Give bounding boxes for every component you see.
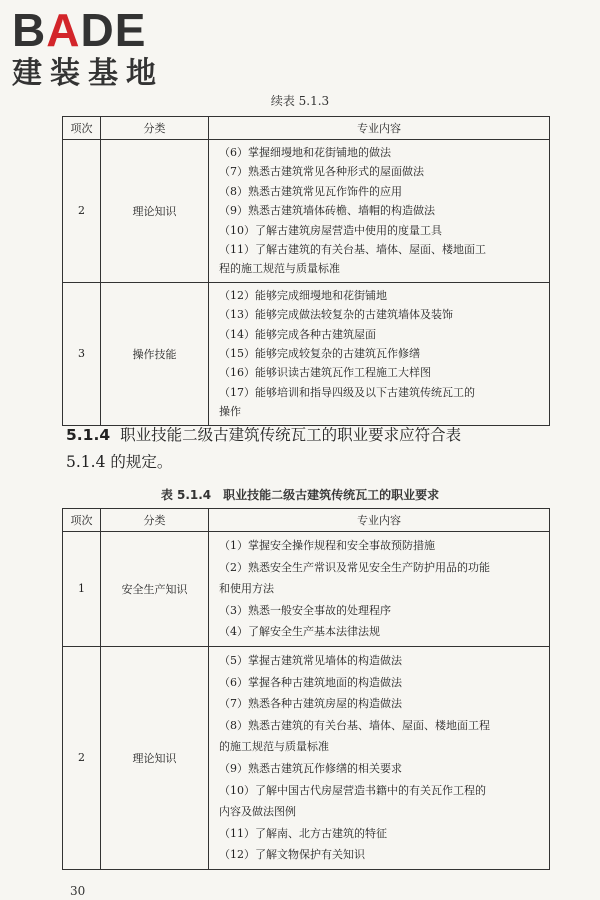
content-line: （10）了解古建筑房屋营造中使用的度量工具 [219,223,442,237]
content-line: 的施工规范与质量标准 [219,740,329,754]
row-content [209,282,550,425]
content-line: 和使用方法 [219,582,274,596]
bade-logo [12,6,164,92]
content-line: （10）了解中国古代房屋营造书籍中的有关瓦作工程的 [219,783,486,797]
content-line: 内容及做法图例 [219,805,296,819]
content-line: （1）掌握安全操作规程和安全事故预防措施 [219,539,435,552]
content-line: （5）掌握古建筑常见墙体的构造做法 [219,653,402,667]
logo-wordmark: BADE [12,4,147,56]
table-row [63,532,550,647]
header-category: 分类 [101,117,209,140]
header-item-no: 项次 [63,509,101,532]
content-line: （8）熟悉古建筑常见瓦作饰件的应用 [219,184,402,198]
row-category: 安全生产知识 [101,532,209,647]
content-line: （13）能够完成做法较复杂的古建筑墙体及装饰 [219,308,453,322]
section-paragraph [66,422,552,476]
paragraph-line-1: 职业技能二级古建筑传统瓦工的职业要求应符合表 [120,426,462,444]
content-line: （2）熟悉安全生产常识及常见安全生产防护用品的功能 [219,560,490,574]
table-header-row [63,509,550,532]
page-number: 30 [70,884,86,898]
content-line: （7）熟悉各种古建筑房屋的构造做法 [219,697,402,711]
table1-caption: 续表 5.1.3 [270,94,330,108]
logo-subtitle: 建装基地 [12,56,164,91]
content-line: （7）熟悉古建筑常见各种形式的屋面做法 [219,165,424,179]
paragraph-line-2: 5.1.4 的规定。 [66,453,173,471]
content-line: （12）能够完成细墁地和花街铺地 [219,288,387,302]
content-line: （6）掌握各种古建筑地面的构造做法 [219,675,402,689]
content-line: 程的施工规范与质量标准 [219,262,340,276]
header-content: 专业内容 [209,117,550,140]
content-line: （6）掌握细墁地和花街铺地的做法 [219,146,391,159]
row-category: 理论知识 [101,140,209,283]
header-category: 分类 [101,509,209,532]
table-header-row [63,117,550,140]
content-line: （16）能够识读古建筑瓦作工程施工大样图 [219,366,431,380]
row-category: 操作技能 [101,282,209,425]
row-content [209,646,550,869]
row-content [209,140,550,283]
content-line: （3）熟悉一般安全事故的处理程序 [219,603,391,617]
content-line: （9）熟悉古建筑瓦作修缮的相关要求 [219,761,402,775]
content-line: 操作 [219,405,241,419]
content-line: （15）能够完成较复杂的古建筑瓦作修缮 [219,347,420,361]
row-category: 理论知识 [101,646,209,869]
section-number: 5.1.4 [66,426,111,444]
content-line: （14）能够完成各种古建筑屋面 [219,327,376,341]
row-content [209,532,550,647]
row-number: 1 [63,532,101,647]
table-continued-5-1-3 [62,116,550,426]
content-line: （9）熟悉古建筑墙体砖檐、墙帽的构造做法 [219,204,435,218]
content-line: （11）了解古建筑的有关台基、墙体、屋面、楼地面工 [219,243,486,257]
header-content: 专业内容 [209,509,550,532]
header-item-no: 项次 [63,117,101,140]
row-number: 2 [63,140,101,283]
table-row [63,646,550,869]
row-number: 2 [63,646,101,869]
table-5-1-4 [62,508,550,870]
table-row [63,282,550,425]
content-line: （11）了解南、北方古建筑的特征 [219,826,387,840]
row-number: 3 [63,282,101,425]
table-row [63,140,550,283]
content-line: （8）熟悉古建筑的有关台基、墙体、屋面、楼地面工程 [219,718,490,732]
content-line: （12）了解文物保护有关知识 [219,848,365,862]
content-line: （17）能够培训和指导四级及以下古建筑传统瓦工的 [219,385,475,399]
table2-caption: 表 5.1.4 职业技能二级古建筑传统瓦工的职业要求 [160,488,440,502]
content-line: （4）了解安全生产基本法律法规 [219,625,380,639]
